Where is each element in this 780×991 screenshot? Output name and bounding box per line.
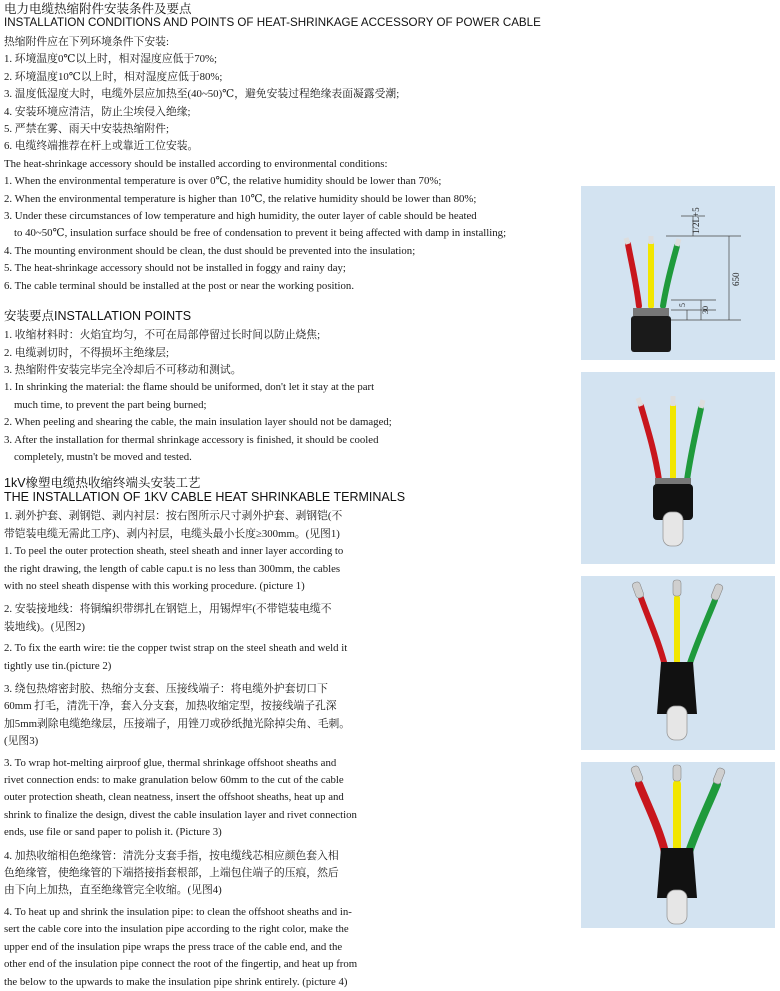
step-en-line: sert the cable core into the insulation pipe according to the right color, make the	[4, 923, 349, 936]
section1-item-en: 5. The heat-shrinkage accessory should not be installed in foggy and rainy day;	[4, 262, 346, 275]
step-cn-line: 3. 绕包热熔密封胶、热缩分支套、压接线端子：将电缆外护套切口下	[4, 683, 328, 695]
figure-2-earth-wire	[581, 372, 775, 564]
step-en-line: other end of the insulation pipe connect the root of the fingertip, and heat up from	[4, 958, 358, 971]
step-en-line: upper end of the insulation pipe wraps the press trace of the cable end, and the	[4, 940, 343, 953]
figure-2-drawing	[581, 372, 775, 564]
section1-item-cn: 5. 严禁在雾、雨天中安装热缩附件;	[4, 123, 169, 136]
step-1	[4, 508, 572, 595]
section1-item-en: to 40~50℃, insulation surface should be free of condensation to prevent it being affected with damp in installing;	[14, 227, 507, 240]
step-2	[4, 601, 572, 675]
step-en-line: ends, use file or sand paper to polish it. (Picture 3)	[4, 826, 222, 839]
yellow-terminal-lug	[673, 765, 681, 781]
green-insulation-pipe	[689, 784, 717, 852]
step-en-line: shrink to finalize the design, divest the cable insulation layer and rivet connection	[4, 808, 357, 821]
green-core	[687, 408, 701, 480]
step-cn-line: 2. 安装接地线：将铜编织带绑扎在钢铠上，用锡焊牢(不带铠装电缆不	[4, 603, 332, 616]
step-en-line: the right drawing, the length of cable capu.t is no less than 300mm, the cables	[4, 562, 341, 575]
section2-title-cn: 安装要点	[4, 309, 55, 324]
step-en-line: 3. To wrap hot-melting airproof glue, thermal shrinkage offshoot sheaths and	[4, 756, 337, 769]
red-core	[641, 406, 659, 480]
yellow-terminal-lug	[673, 580, 681, 596]
dim-label-total: 650	[731, 272, 741, 286]
red-core-conductor	[638, 398, 641, 406]
section1-item-cn: 2. 环境温度10℃以上时，相对湿度应低于80%;	[4, 70, 223, 83]
section2-item-en: 2. When peeling and shearing the cable, the main insulation layer should not be damaged;	[4, 416, 392, 429]
step-3	[4, 681, 572, 842]
section3-title-en: THE INSTALLATION OF 1KV CABLE HEAT SHRINKABLE TERMINALS	[4, 490, 406, 505]
dim-label-top: 1/2L+5	[691, 207, 701, 234]
earth-wire-strap	[667, 706, 687, 740]
red-core	[628, 244, 639, 306]
section2-item-cn: 1. 收缩材料时：火焰宜均匀，不可在局部停留过长时间以防止烧焦;	[4, 329, 321, 342]
section1-item-cn: 6. 电缆终端推荐在杆上或靠近工位安装。	[4, 140, 199, 153]
green-terminal-lug	[710, 583, 723, 601]
red-terminal-lug	[630, 765, 643, 783]
section1-item-cn: 3. 温度低湿度大时，电缆外层应加热至(40~50)℃，避免安装过程绝缘表面凝露受潮;	[4, 88, 400, 101]
step-cn-line: 加5mm剥除电缆绝缘层，压接端子，用锉刀或砂纸抛光除掉尖角、毛刺。	[4, 717, 351, 730]
green-core	[663, 246, 677, 306]
dim-label-small: 5	[678, 303, 687, 307]
red-terminal-lug	[632, 581, 645, 599]
section1-intro-en: The heat-shrinkage accessory should be installed according to environmental conditions:	[4, 157, 388, 170]
step-cn-line: 1. 剥外护套、剥钢铠、剥内衬层：按右图所示尺寸剥外护套、剥钢铠(不	[4, 510, 343, 523]
section1-item-en: 3. Under these circumstances of low temperature and high humidity, the outer layer of cable should be heated	[4, 210, 477, 223]
step-en-line: 1. To peel the outer protection sheath, steel sheath and inner layer according to	[4, 545, 344, 558]
red-core-conductor	[626, 238, 628, 244]
step-cn-line: 装地线)。(见图2)	[4, 620, 85, 633]
earth-wire-strap	[663, 512, 683, 546]
section1-item-en: 4. The mounting environment should be clean, the dust should be prevented into the insulation;	[4, 244, 416, 257]
section-installation-conditions	[4, 2, 572, 295]
section1-item-en: 2. When the environmental temperature is higher than 10℃, the relative humidity should be lower than 80%;	[4, 192, 477, 205]
step-cn-line: (见图3)	[4, 735, 39, 748]
section1-item-en: 1. When the environmental temperature is over 0℃, the relative humidity should be lower than 70%;	[4, 175, 442, 188]
step-cn-line: 60mm 打毛，清洗干净，套入分支套，加热收缩定型，按接线端子孔深	[4, 700, 337, 713]
section2-item-cn: 3. 热缩附件安装完毕完全冷却后不可移动和测试。	[4, 363, 242, 376]
red-core	[641, 598, 665, 666]
section2-item-en: 3. After the installation for thermal shrinkage accessory is finished, it should be cooled	[4, 433, 379, 446]
outer-sheath	[631, 316, 671, 352]
step-4	[4, 848, 572, 991]
section2-item-cn: 2. 电缆剥切时，不得损坏主绝缘层;	[4, 346, 169, 359]
section2-item-en: 1. In shrinking the material: the flame should be uniformed, don't let it stay at the part	[4, 381, 375, 394]
section3-title-cn: 1kV橡塑电缆热收缩终端头安装工艺	[4, 476, 201, 491]
figure-4-drawing	[581, 762, 775, 928]
section1-intro-cn: 热缩附件应在下列环境条件下安装:	[4, 36, 169, 48]
step-cn-line: 色绝缘管，使绝缘管的下端搭接指套根部，上端包住端子的压痕，然后	[4, 867, 339, 880]
section1-item-en: 6. The cable terminal should be installed at the post or near the working position.	[4, 279, 355, 292]
section2-item-en: completely, mustn't be moved and tested.	[14, 450, 192, 463]
step-en-line: rivet connection ends: to make granulation below 60mm to the cut of the cable	[4, 774, 344, 787]
section1-item-cn: 1. 环境温度0℃以上时，相对湿度应低于70%;	[4, 53, 218, 66]
figure-4-insulation-pipe	[581, 762, 775, 928]
step-en-line: the below to the upwards to make the insulation pipe shrink entirely. (picture 4)	[4, 975, 348, 988]
step-en-line: tightly use tin.(picture 2)	[4, 659, 112, 672]
green-core	[689, 600, 715, 666]
earth-wire-strap	[667, 890, 687, 924]
red-insulation-pipe	[639, 784, 665, 852]
step-en-line: 4. To heat up and shrink the insulation pipe: to clean the offshoot sheaths and in-	[4, 905, 352, 918]
figure-1-cable-stripping	[581, 186, 775, 360]
figure-1-drawing	[581, 186, 775, 360]
section1-title-en: INSTALLATION CONDITIONS AND POINTS OF HEAT-SHRINKAGE ACCESSORY OF POWER CABLE	[4, 16, 541, 29]
section1-title-cn: 电力电缆热缩附件安装条件及要点	[4, 2, 192, 16]
step-en-line: with no steel sheath dispense with this working procedure. (picture 1)	[4, 579, 305, 592]
section-installation-points	[4, 309, 572, 466]
green-core-conductor	[701, 400, 703, 408]
step-en-line: outer protection sheath, clean neatness, insert the offshoot sheaths, heat up and	[4, 791, 344, 804]
section-1kv-installation	[4, 476, 572, 991]
step-cn-line: 带铠装电缆无需此工序)、剥内衬层，电缆头最小长度≥300mm。(见图1)	[4, 527, 340, 540]
figure-3-offshoot-sheath	[581, 576, 775, 750]
section1-item-cn: 4. 安装环境应清洁，防止尘埃侵入绝缘;	[4, 105, 191, 118]
green-core-conductor	[677, 239, 679, 246]
text-column	[4, 2, 572, 991]
dim-label-mid: 30	[701, 306, 710, 314]
section2-item-en: much time, to prevent the part being burned;	[14, 398, 207, 411]
step-en-line: 2. To fix the earth wire: tie the copper twist strap on the steel sheath and weld it	[4, 642, 348, 655]
section2-title-en: INSTALLATION POINTS	[54, 309, 192, 324]
step-cn-line: 由下向上加热，直至绝缘管完全收缩。(见图4)	[4, 884, 222, 897]
steel-armor	[633, 308, 669, 316]
figure-3-drawing	[581, 576, 775, 750]
green-terminal-lug	[712, 767, 725, 785]
step-cn-line: 4. 加热收缩相色绝缘管：清洗分支套手指，按电缆线芯相应颜色套入相	[4, 849, 339, 862]
section2-title	[4, 309, 572, 323]
